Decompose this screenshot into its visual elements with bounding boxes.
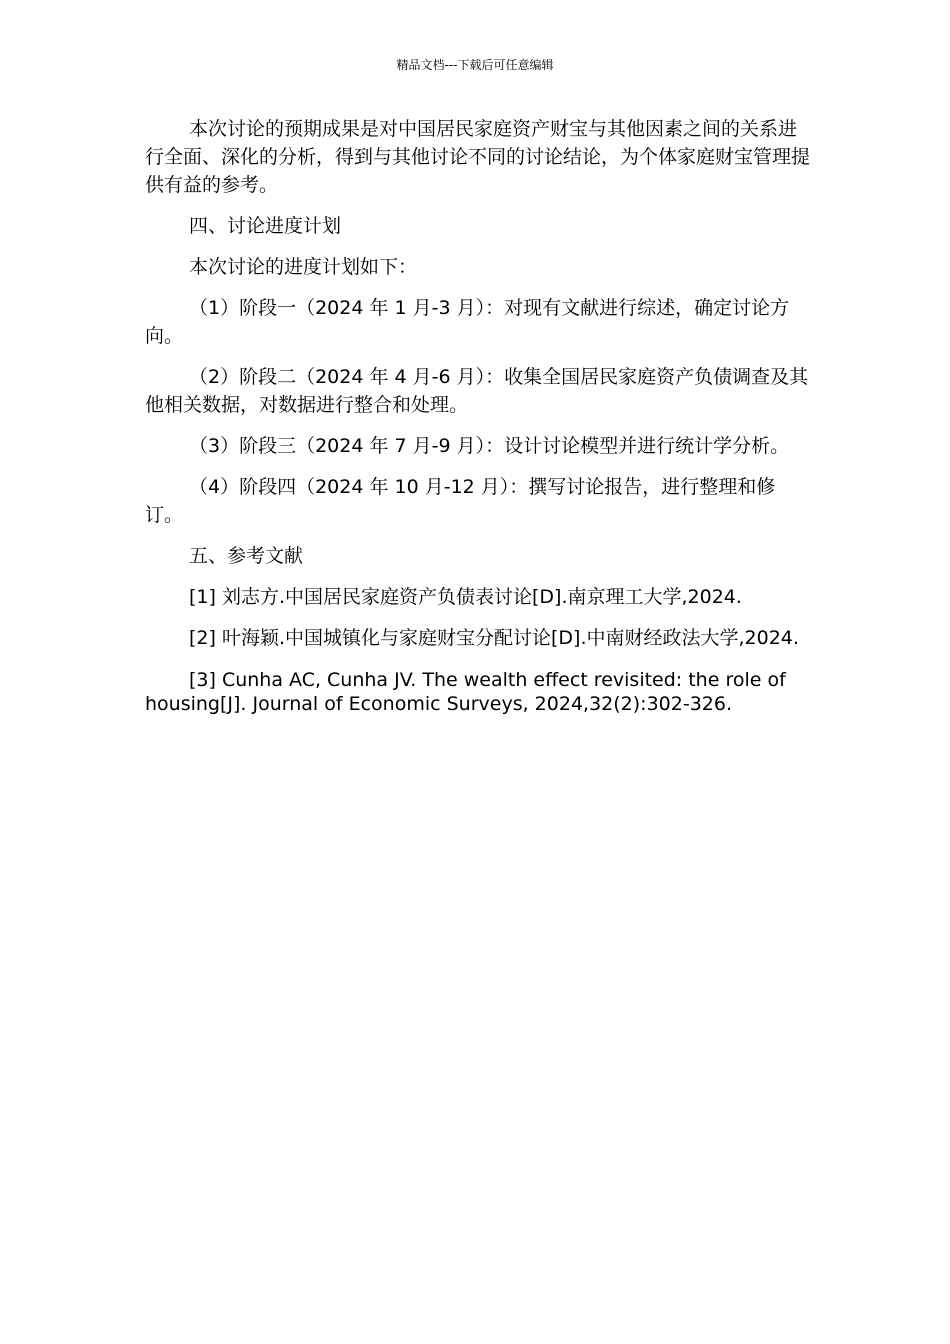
reference-1: [1] 刘志方.中国居民家庭资产负债表讨论[D].南京理工大学,2024.	[189, 586, 742, 608]
reference-2: [2] 叶海颖.中国城镇化与家庭财宝分配讨论[D].中南财经政法大学,2024.	[189, 627, 799, 649]
reference-3: [3] Cunha AC, Cunha JV. The wealth effect revisited: the role of housing[J]. Journal of Economic Surveys, 2024,32(2):302-326.	[145, 669, 786, 715]
page-header: 精品文档---下载后可任意编辑	[396, 58, 554, 72]
schedule-intro-paragraph: 本次讨论的进度计划如下：	[189, 256, 418, 278]
schedule-stage-1: （1）阶段一（2024 年 1 月-3 月）：对现有文献进行综述，确定讨论方向。	[145, 297, 790, 347]
document-body	[145, 115, 810, 729]
expected-results-paragraph: 本次讨论的预期成果是对中国居民家庭资产财宝与其他因素之间的关系进行全面、深化的分析，得到与其他讨论不同的讨论结论，为个体家庭财宝管理提供有益的参考。	[145, 118, 811, 196]
schedule-stage-4: （4）阶段四（2024 年 10 月-12 月）：撰写讨论报告，进行整理和修订。	[145, 476, 776, 526]
section-heading-schedule: 四、讨论进度计划	[189, 215, 342, 237]
schedule-stage-3: （3）阶段三（2024 年 7 月-9 月）：设计讨论模型并进行统计学分析。	[189, 435, 790, 457]
schedule-stage-2: （2）阶段二（2024 年 4 月-6 月）：收集全国居民家庭资产负债调查及其他相关数据，对数据进行整合和处理。	[145, 366, 809, 416]
section-heading-references: 五、参考文献	[189, 545, 304, 567]
